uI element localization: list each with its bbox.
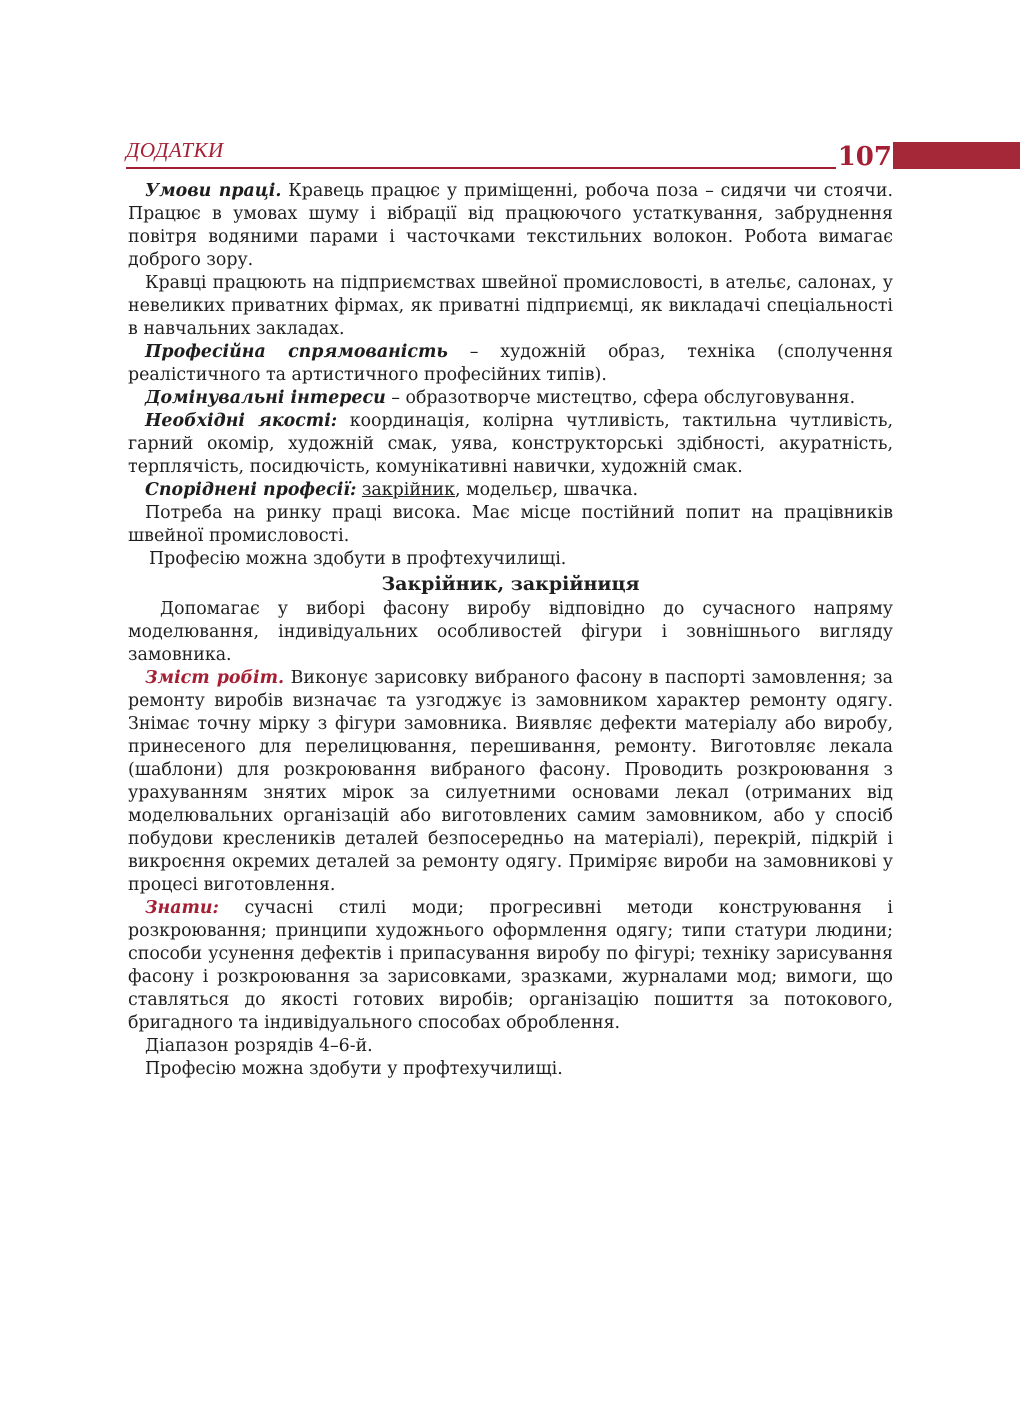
header-rule bbox=[126, 167, 836, 169]
paragraph-final-education bbox=[128, 1058, 893, 1081]
paragraph-work-content bbox=[128, 667, 893, 897]
workplaces-text: Кравці працюють на підприємствах швейної промисловості, в ательє, салонах, у невеликих приватних фірмах, як приватні підприємці, як викладачі спеціальності в навчальних закладах. bbox=[128, 273, 893, 339]
profession-heading: Закрійник, закрійниця bbox=[381, 573, 640, 595]
paragraph-intro bbox=[128, 598, 893, 667]
knowledge-label: Знати: bbox=[145, 898, 219, 918]
dominant-interests-text: – образотворче мистецтво, сфера обслуговування. bbox=[385, 388, 856, 408]
paragraph-professional-orientation bbox=[128, 341, 893, 387]
working-conditions-label: Умови праці. bbox=[145, 181, 282, 201]
professional-orientation-label: Професійна спрямованість bbox=[145, 342, 448, 362]
work-content-label: Зміст робіт. bbox=[145, 668, 285, 688]
related-profession-link[interactable]: закрійник bbox=[361, 480, 455, 500]
page-number: 107 bbox=[837, 142, 892, 172]
paragraph-knowledge bbox=[128, 897, 893, 1035]
paragraph-education bbox=[128, 548, 893, 571]
paragraph-dominant-interests bbox=[128, 387, 893, 410]
paragraph-working-conditions bbox=[128, 180, 893, 272]
paragraph-grade-range bbox=[128, 1035, 893, 1058]
final-education-text: Професію можна здобути у профтехучилищі. bbox=[145, 1059, 563, 1079]
related-professions-label: Споріднені професії: bbox=[145, 480, 357, 500]
dominant-interests-label: Домінувальні інтереси bbox=[145, 388, 386, 408]
intro-text: Допомагає у виборі фасону виробу відповідно до сучасного напряму моделювання, індивідуальних особливостей фігури і зовнішнього вигляду замовника. bbox=[128, 599, 893, 665]
required-qualities-text: координація, колірна чутливість, тактильна чутливість, гарний окомір, художній смак, уява, конструкторські здібності, акуратність, терплячість, посидючість, комунікативні навички, художній смак. bbox=[128, 411, 893, 477]
section-title: ДОДАТКИ bbox=[126, 138, 224, 162]
page-tab-decoration bbox=[893, 142, 1020, 169]
related-professions-text: , модельєр, швачка. bbox=[455, 480, 639, 500]
required-qualities-label: Необхідні якості: bbox=[145, 411, 338, 431]
paragraph-workplaces bbox=[128, 272, 893, 341]
professional-orientation-text: – художній образ, техніка (сполучення реалістичного та артистичного професійних типів). bbox=[128, 342, 893, 385]
paragraph-related-professions bbox=[128, 479, 893, 502]
page-content bbox=[128, 180, 893, 1081]
work-content-text: Виконує зарисовку вибраного фасону в паспорті замовлення; за ремонту виробів визначає та узгоджує із замовником характер ремонту одягу. Знімає точну мірку з фігури замовника. Виявляє дефекти матеріалу або виробу, принесеного для перелицювання, перешивання, ремонту. Виготовляє лекала (шаблони) для розкроювання вибраного фасону. Проводить розкроювання з урахуванням знятих мірок за силуетними основами лекал (отриманих від моделювальних організацій або виготовлених самим замовником, або у спосіб побудови креслеників деталей безпосередньо на матеріалі), перекрій, підкрій і викроєння окремих деталей за ремонту одягу. Приміряє вироби на замовникові у процесі виготовлення. bbox=[128, 668, 893, 895]
market-demand-text: Потреба на ринку праці висока. Має місце постійний попит на працівників швейної промисловості. bbox=[128, 503, 893, 546]
paragraph-market-demand bbox=[128, 502, 893, 548]
paragraph-required-qualities bbox=[128, 410, 893, 479]
working-conditions-text: Кравець працює у приміщенні, робоча поза – сидячи чи стоячи. Працює в умовах шуму і вібрації від працюючого устаткування, забруднення повітря водяними парами і часточками текстильних волокон. Робота вимагає доброго зору. bbox=[128, 181, 893, 270]
grade-range-text: Діапазон розрядів 4–6-й. bbox=[145, 1036, 373, 1056]
knowledge-text: сучасні стилі моди; прогресивні методи конструювання і розкроювання; принципи художнього оформлення одягу; типи статури людини; способи усунення дефектів і припасування виробу по фігурі; техніку зарисування фасону і розкроювання за зарисовками, зразками, журналами мод; вимоги, що ставляться до якості готових виробів; організацію пошиття за потокового, бригадного та індивідуального способах оброблення. bbox=[128, 898, 893, 1033]
education-text: Професію можна здобути в профтехучилищі. bbox=[149, 549, 567, 569]
